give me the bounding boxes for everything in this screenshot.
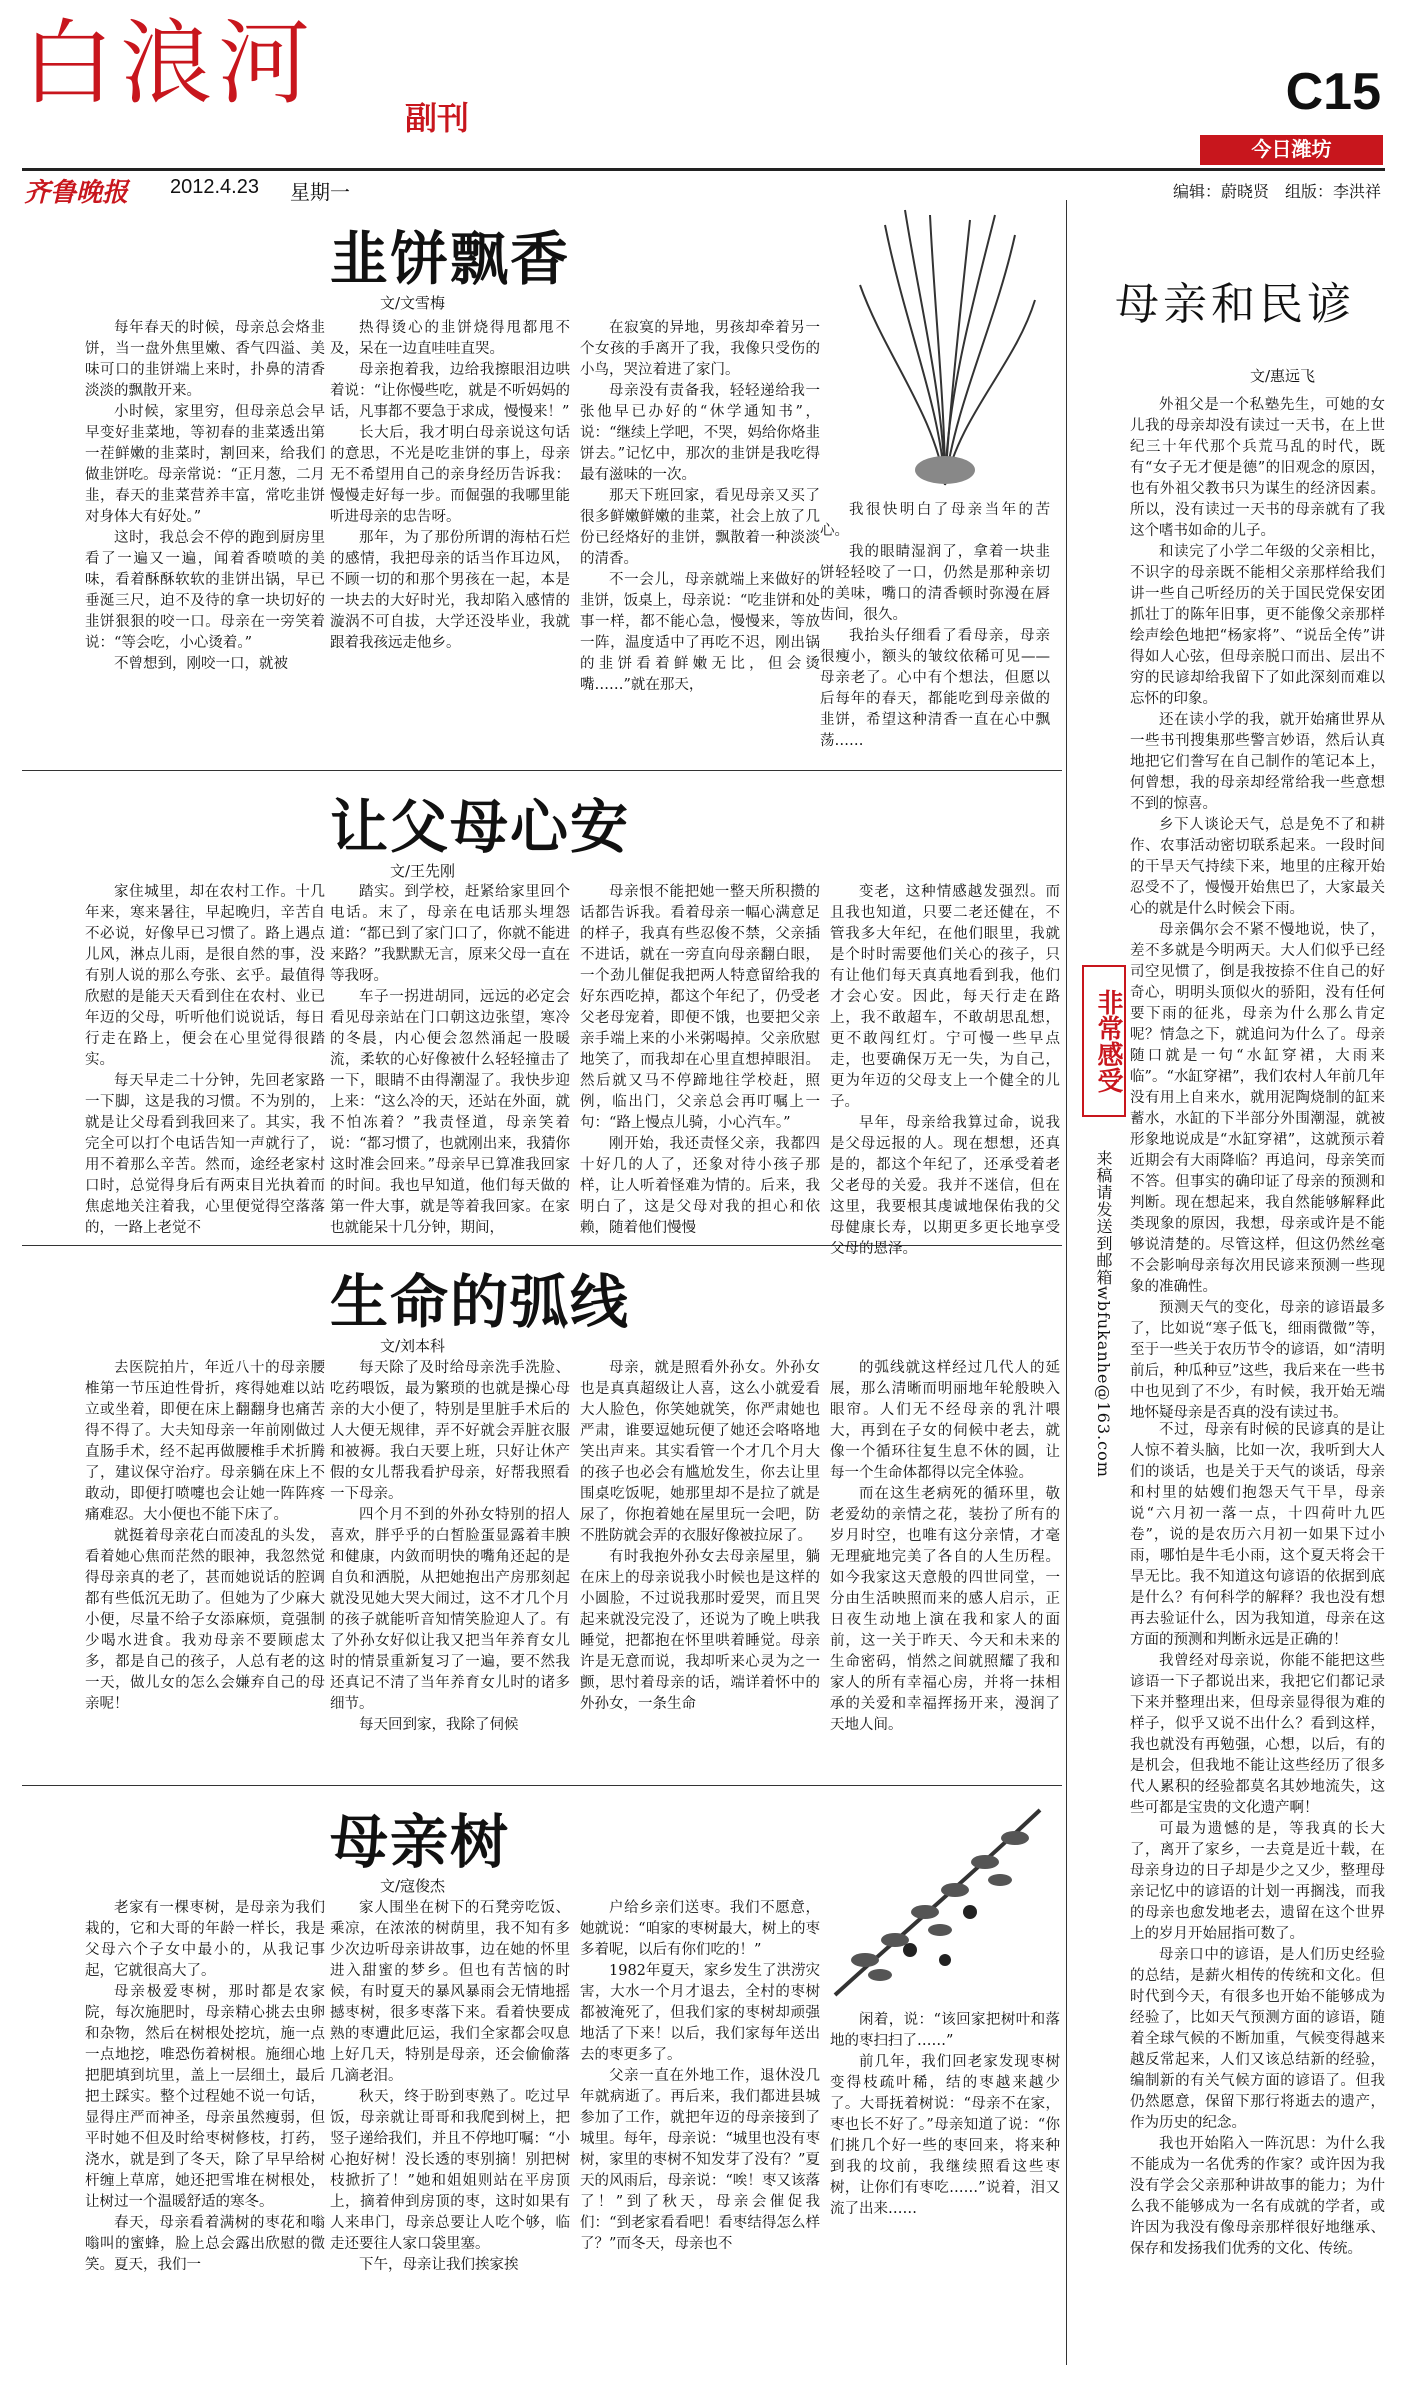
- article-paragraph: 有时我抱外孙女去母亲屋里，躺在床上的母亲说我小时候也是这样的小圆脸，不过说我那时爱哭，而且哭起来就没完没了，还说为了晚上哄我睡觉，把都抱在怀里哄着睡觉。母亲许是无意而说，我却听来心灵为之一颤，思忖着母亲的话，端详着怀中的外孙女，一条生命: [580, 1549, 820, 1712]
- article-paragraph: 那天下班回家，看见母亲又买了很多鲜嫩鲜嫩的韭菜，社会上放了几份已经烙好的韭饼，飘散着一种淡淡的清香。: [580, 488, 820, 567]
- article-paragraph: 我很快明白了母亲当年的苦心。: [820, 502, 1050, 539]
- article-column: [580, 1358, 820, 1778]
- article-paragraph: 春天，母亲看着满树的枣花和嗡嗡叫的蜜蜂，脸上总会露出欣慰的微笑。夏天，我们一: [85, 2215, 325, 2273]
- article-column: [85, 1898, 325, 2368]
- article-paragraph: 我抬头仔细看了看母亲，母亲很瘦小，额头的皱纹依稀可见——母亲老了。心中有个想法，但愿以后每年的春天，都能吃到母亲做的韭饼，希望这种清香一直在心中飘荡……: [820, 628, 1050, 749]
- article-paragraph: 闲着，说：“该回家把树叶和落地的枣扫扫了……”: [830, 2012, 1060, 2049]
- article-column: [830, 1358, 1060, 1778]
- article-paragraph: 不曾想到，刚咬一口，就被: [114, 656, 288, 672]
- article-paragraph: 车子一拐进胡同，远远的必定会看见母亲站在门口朝这边张望，寒冷的冬晨，内心便会忽然涌起一股暖流，柔软的心好像被什么轻轻撞击了一下，眼睛不由得潮湿了。我快步迎上来：“这么冷的天，还站在外面，就不怕冻着？”我责怪道，母亲笑着说：“都习惯了，也就刚出来，我猜你这时准会回来。”母亲早已算准我回家的时间。我也早知道，他们每天做的第一件大事，就是等着我回家。在家也就能呆十几分钟，期间，: [330, 989, 570, 1236]
- article-column: [330, 1898, 570, 2368]
- article-paragraph: 每天除了及时给母亲洗手洗脸、吃药喂饭，最为繁琐的也就是操心母亲的大小便了，特别是里脏手术后的人大便无规律，弄不好就会弄脏衣服和被褥。我白天要上班，只好让休产假的女儿帮我看护母亲，好帮我照看一下母亲。: [330, 1360, 570, 1502]
- article-paragraph: 每天回到家，我除了伺候: [359, 1717, 519, 1733]
- article-title: 让父母心安: [330, 793, 631, 861]
- article-paragraph: 那年，为了那份所谓的海枯石烂的感情，我把母亲的话当作耳边风，不顾一切的和那个男孩在一起，本是一块去的大好时光，我却陷入感情的漩涡不可自拔，大学还没毕业，我就跟着我孩远走他乡。: [330, 530, 570, 651]
- article-title: 母亲树: [330, 1808, 511, 1876]
- article-column: [85, 1358, 325, 1778]
- article-byline: 文/王先刚: [390, 862, 456, 880]
- paper-name: 齐鲁晚报: [24, 178, 129, 208]
- article-paragraph: 这时，我总会不停的跑到厨房里看了一遍又一遍，闻着香喷喷的美味，看着酥酥软软的韭饼出锅，早已垂涎三尺，迫不及待的拿一块切好的韭饼狠狠的咬一口。母亲在一旁笑着说：“等会吃，小心烫着。”: [85, 530, 325, 651]
- right-column-divider: [1066, 200, 1067, 2365]
- article-title: 生命的弧线: [330, 1268, 631, 1336]
- masthead-rule: [22, 168, 1385, 171]
- article-paragraph: 我曾经对母亲说，你能不能把这些谚语一下子都说出来，我把它们都记录下来并整理出来，但母亲显得很为难的样子，似乎又说不出什么？看到这样，我也就没有再勉强，心想，以后，有的是机会，但我地不能让这些经历了很多代人累积的经验都莫名其妙地流失，这些可都是宝贵的文化遗产啊！: [1130, 1653, 1385, 1816]
- article-paragraph: 户给乡亲们送枣。我们不愿意，她就说：“咱家的枣树最大，树上的枣多着呢，以后有你们吃的！”: [580, 1900, 820, 1958]
- masthead-subtitle: 副刊: [405, 99, 470, 137]
- article-paragraph: 的弧线就这样经过几代人的延展，那么清晰而明丽地年轮般映入眼帘。人们无不经母亲的乳汁喂大，再到在子女的伺候中老去，就像一个循环往复生息不休的圆，让每一个生命体都得以完全体验。: [830, 1360, 1060, 1481]
- article-paragraph: 下午，母亲让我们挨家挨: [359, 2257, 519, 2273]
- column-stamp: 非常感受: [1082, 965, 1126, 1117]
- masthead-title: 白浪河: [22, 10, 317, 117]
- article-paragraph: 还在读小学的我，就开始痛世界从一些书刊搜集那些警言妙语，然后认真地把它们誊写在自己制作的笔记本上，何曾想，我的母亲却经常给我一些意想不到的惊喜。: [1130, 712, 1385, 812]
- article-paragraph: 每天早走二十分钟，先回老家路一下脚，这是我的习惯。不为别的，就是让父母看到我回来了。其实，我完全可以打个电话告知一声就行了，用不着那么辛苦。然而，途经老家村口时，总觉得身后有两束目光执着而焦虑地关注着我，心里便觉得空落落的，一路上老觉不: [85, 1073, 325, 1236]
- article-paragraph: 去医院拍片，年近八十的母亲腰椎第一节压迫性骨折，疼得她难以站立或坐着，即便在床上翻翻身也痛苦得不得了。大夫知母亲一年前刚做过直肠手术，经不起再做腰椎手术折腾了，建议保守治疗。母亲躺在床上不敢动，即便打喷嚏也会让她一阵阵疼痛难忍。大小便也不能下床了。: [85, 1360, 325, 1523]
- article-paragraph: 早年，母亲给我算过命，说我是父母远报的人。现在想想，还真是的，都这个年纪了，还承受着老父老母的关爱。我并不迷信，但在这里，我要根其虔诚地保佑我的父母健康长寿，以期更多更长地享受父母的恩泽。: [830, 1115, 1060, 1257]
- article-byline: 文/文雪梅: [380, 294, 446, 312]
- submission-email-note: 来稿请发送到邮箱wbfukanhe@163.com: [1094, 1150, 1113, 1478]
- article-paragraph: 踏实。到学校，赶紧给家里回个电话。末了，母亲在电话那头埋怨道：“都已到了家门口了，你就不能进来路？”我默默无言，原来父母一直在等我呀。: [330, 884, 570, 984]
- article-paragraph: 家人围坐在树下的石凳旁吃饭、乘凉，在浓浓的树荫里，我不知有多少次边听母亲讲故事，边在她的怀里进入甜蜜的梦乡。但也有苦恼的时候，有时夏天的暴风暴雨会无情地摇撼枣树，很多枣落下来。看着快要成熟的枣遭此厄运，我们全家都会叹息上好几天，特别是母亲，还会偷偷落几滴老泪。: [330, 1900, 570, 2084]
- article-column: [580, 1898, 820, 2368]
- article-byline: 文/刘本科: [380, 1337, 446, 1355]
- article-column: [330, 1358, 570, 1778]
- section-divider: [22, 1785, 1062, 1786]
- article-paragraph: 母亲偶尔会不紧不慢地说，快了，差不多就是今明两天。大人们似乎已经司空见惯了，倒是我按捺不住自己的好奇心，明明头顶似火的骄阳，没有任何要下雨的征兆，母亲为什么那么肯定呢？情急之下，就追问为什么了。母亲随口就是一句“水缸穿裙，大雨来临”。“水缸穿裙”，我们农村人年前几年没有用上自来水，就用泥陶烧制的缸来蓄水，水缸的下半部分外围潮湿，就被形象地说成是“水缸穿裙”，这就预示着近期会有大雨降临？再追问，母亲笑而不答。但事实的确印证了母亲的预测和判断。现在想起来，我自然能够解释此类现象的原因，我想，母亲或许是不能够说清楚的。尽管这样，但这仍然丝毫不会影响母亲每次用民谚来预测一些现象的准确性。: [1130, 922, 1385, 1295]
- article-paragraph: 母亲，就是照看外孙女。外孙女也是真真超级让人喜，这么小就爱看大人脸色，你笑她就笑，你严肃她也严肃，谁要逗她玩便了她还会咯咯地笑出声来。其实看管一个才几个月大的孩子也必会有尴尬发生，你去让里围桌吃饭呢，她那里却不是拉了就是尿了，你抱着她在屋里玩一会吧，防不胜防就会弄的衣服好像被拉尿了。: [580, 1360, 820, 1544]
- article-paragraph: 长大后，我才明白母亲说这句话的意思，不光是吃韭饼的事上，母亲无不希望用自己的亲身经历告诉我：慢慢走好每一步。而倔强的我哪里能听进母亲的忠告呀。: [330, 425, 570, 525]
- article-column: [580, 318, 820, 763]
- article-column: [85, 882, 325, 1237]
- article-paragraph: 而在这生老病死的循环里，敬老爱幼的亲情之花，装扮了所有的岁月时空，也唯有这分亲情，才毫无理疵地完美了各自的人生历程。如今我家这天意般的四世同堂，一分由生活映照而来的感人启示，正日夜生动地上演在我和家人的面前，这一关于昨天、今天和未来的生命密码，悄然之间就照耀了我和家人的所有幸福心房，并将一抹相承的关爱和幸福挥扬开来，漫润了天地人间。: [830, 1486, 1060, 1733]
- article-paragraph: 父亲一直在外地工作，退休没几年就病逝了。再后来，我们都进县城参加了工作，就把年迈的母亲接到了城里。每年，母亲说：“城里也没有枣树，家里的枣树不知发芽了没有？”夏天的风雨后，母亲说：“唉！枣又该落了！”到了秋天，母亲会催促我们：“到老家看看吧！看枣结得怎么样了？”而冬天，母亲也不: [580, 2068, 820, 2252]
- side-article-title: 母亲和民谚: [1115, 279, 1355, 330]
- article-paragraph: 母亲恨不能把她一整天所积攒的话都告诉我。看着母亲一幅心满意足的样子，我真有些忍俊不禁，父亲插不进话，就在一旁直向母亲翻白眼，一个劲儿催促我把两人特意留给我的好东西吃掉，都这个年纪了，仍受老父老母宠着，即便不饿，也要把父亲亲手端上来的小米粥喝掉。父亲欣慰地笑了，而我却在心里直想掉眼泪。然后就又马不停蹄地往学校赶，照例，临出门，父亲总会再叮嘱上一句：“路上慢点儿骑，小心汽车。”: [580, 884, 820, 1131]
- article-paragraph: 刚开始，我还责怪父亲，我都四十好几的人了，还象对待小孩子那样，让人听着怪难为情的。后来，我明白了，这是父母对我的担心和依赖，随着他们慢慢: [580, 1136, 820, 1236]
- article-paragraph: 乡下人谈论天气，总是免不了和耕作、农事活动密切联系起来。一段时间的干旱天气持续下来，地里的庄稼开始忍受不了，慢慢开始焦巴了，大家最关心的就是什么时候会下雨。: [1130, 817, 1385, 917]
- article-paragraph: 和读完了小学二年级的父亲相比，不识字的母亲既不能相父亲那样给我们讲一些自己听经历的关于国民党保安团抓壮丁的陈年旧事，更不能像父亲那样绘声绘色地把“杨家将”、“说岳全传”讲得如人心弦，但母亲脱口而出、层出不穷的民谚却给我留下了如此深刻而难以忘怀的印象。: [1130, 544, 1385, 707]
- article-paragraph: 秋天，终于盼到枣熟了。吃过早饭，母亲就让哥哥和我爬到树上，把竖子递给我们，并且不停地叮嘱：“小心抱好树！没长透的枣别摘！别把树枝掀折了！”她和姐姐则站在平房顶上，摘着伸到房顶的枣，这时如果有人来串门，母亲总要让人吃个够，临走还要往人家口袋里塞。: [330, 2089, 570, 2252]
- article-paragraph: 预测天气的变化，母亲的谚语最多了，比如说“寒子低飞，细雨微微”等，至于一些关于农历节令的谚语，如“清明前后，种瓜种豆”这些，我后来在一些书中也见到了不少，有时候，我开始无端地怀疑母亲是否真的没有读过书。: [1130, 1300, 1385, 1421]
- article-paragraph: 每年春天的时候，母亲总会烙韭饼，当一盘外焦里嫩、香气四溢、美味可口的韭饼端上来时，扑鼻的清香淡淡的飘散开来。: [85, 320, 325, 399]
- issue-date: 2012.4.23: [170, 176, 259, 198]
- article-paragraph: 小时候，家里穷，但母亲总会早早变好韭菜地，等初春的韭菜透出第一茬鲜嫩的韭菜时，割回来，给我们做韭饼吃。母亲常说：“正月葱，二月韭，春天的韭菜营养丰富，常吃韭饼对身体大有好处。”: [85, 404, 325, 525]
- article-column: [830, 882, 1060, 1257]
- article-paragraph: 我也开始陷入一阵沉思：为什么我不能成为一名优秀的作家？或许因为我没有学会父亲那种讲故事的能力；为什么我不能够成为一名有成就的学者，或许因为我没有像母亲那样很好地继承、保存和发扬我们优秀的文化、传统。: [1130, 2136, 1385, 2257]
- article-column: [580, 882, 820, 1237]
- section-divider: [22, 770, 1062, 771]
- article-paragraph: 母亲口中的谚语，是人们历史经验的总结，是薪火相传的传统和文化。但时代到今天，有很多也开始不能够成为经验了，比如天气预测方面的谚语，随着全球气候的不断加重，气候变得越来越反常起来，人们又该总结新的经验，编制新的有关气候方面的谚语了。但我仍然愿意，保留下那行将逝去的遗产，作为历史的纪念。: [1130, 1947, 1385, 2131]
- article-column: [330, 882, 570, 1237]
- jujube-branch-illustration: [825, 1800, 1050, 2005]
- article-paragraph: 母亲极爱枣树，那时都是农家院，每次施肥时，母亲精心挑去虫卵和杂物，然后在树根处挖坑，施一点一点地挖，唯恐伤着树根。施细心地把肥填到坑里，盖上一层细土，最后把土踩实。整个过程她不说一句话，显得庄严而神圣，母亲虽然瘦弱，但平时她不但及时给枣树修枝，打药，浇水，就是到了冬天，除了早早给树杆缠上草席，她还把雪堆在树根处，让树过一个温暖舒适的寒冬。: [85, 1984, 325, 2210]
- article-paragraph: 外祖父是一个私塾先生，可她的女儿我的母亲却没有读过一天书，在上世纪三十年代那个兵荒马乱的时代，既有“女子无才便是德”的旧观念的原因，也有外祖父教书只为谋生的经济因素。所以，没有读过一天书的母亲就有了我这个嗜书如命的儿子。: [1130, 397, 1385, 539]
- article-column: [1130, 395, 1385, 1421]
- article-paragraph: 在寂寞的异地，男孩却牵着另一个女孩的手离开了我，我像只受伤的小鸟，哭泣着进了家门。: [580, 320, 820, 378]
- article-paragraph: 老家有一棵枣树，是母亲为我们栽的，它和大哥的年龄一样长，我是父母六个子女中最小的，从我记事起，它就很高大了。: [85, 1900, 325, 1979]
- chive-illustration: [845, 205, 1045, 495]
- side-article-byline: 文/惠远飞: [1250, 367, 1316, 385]
- article-paragraph: 不过，母亲有时候的民谚真的是让人惊不着头脑，比如一次，我听到大人们的谈话，也是关于天气的谈话，母亲和村里的姑嫂们抱怨天气干旱，母亲说“六月初一落一点，十四荷叶九匹卷”，说的是农历六月初一如果下过小雨，哪怕是牛毛小雨，这个夏天将会干旱无比。我不知道这句谚语的依据到底是什么？有何科学的解释？我也没有想再去验证什么，因为我知道，母亲在这方面的预测和判断永远是正确的！: [1130, 1422, 1385, 1648]
- article-column: [820, 500, 1050, 765]
- article-column: [1130, 1420, 1385, 2370]
- issue-weekday: 星期一: [290, 182, 350, 204]
- article-paragraph: 我的眼睛湿润了，拿着一块韭饼轻轻咬了一口，仍然是那种亲切的美味，嘴口的清香顿时弥漫在唇齿间，很久。: [820, 544, 1050, 623]
- article-paragraph: 不一会儿，母亲就端上来做好的韭饼，饭桌上，母亲说：“吃韭饼和处事一样，都不能心急，慢慢来，等放一阵，温度适中了再吃不迟，刚出锅的韭饼看着鲜嫩无比，但会烫嘴……”就在那天，: [580, 572, 820, 693]
- article-column: [830, 2010, 1060, 2370]
- article-paragraph: 热得烫心的韭饼烧得甩都甩不及，呆在一边直哇哇直哭。: [330, 320, 570, 357]
- article-paragraph: 就挺着母亲花白而凌乱的头发，看着她心焦而茫然的眼神，我忽然觉得母亲真的老了，甚而她说话的腔调都有些低沉无助了。但她为了少麻大小便，尽量不给子女添麻烦，竟强制少喝水进食。我劝母亲不要顾虑太多，都是自己的孩子，人总有老的这一天，做儿女的怎么会嫌弃自己的母亲呢！: [85, 1528, 325, 1712]
- article-paragraph: 家住城里，却在农村工作。十几年来，寒来暑往，早起晚归，辛苦自不必说，好像早已习惯了。路上遇点儿风，淋点儿雨，是很自然的事，没有别人说的那么夸张、玄乎。最值得欣慰的是能天天看到住在农村、业已年迈的父母，听听他们说说话，每日行走在路上，便会在心里觉得很踏实。: [85, 884, 325, 1068]
- section-label: 今日潍坊: [1200, 135, 1383, 165]
- article-paragraph: 1982年夏天，家乡发生了洪涝灾害，大水一个月才退去，全村的枣树都被淹死了，但我们家的枣树却顽强地活了下来！以后，我们家每年送出去的枣更多了。: [580, 1963, 820, 2063]
- article-paragraph: 可最为遗憾的是，等我真的长大了，离开了家乡，一去竟是近十载，在母亲身边的日子却是少之又少，整理母亲记忆中的谚语的计划一再搁浅，而我的母亲也愈发地老去，遗留在这个世界上的岁月开始屈指可数了。: [1130, 1821, 1385, 1942]
- article-column: [330, 318, 570, 763]
- article-paragraph: 母亲没有责备我，轻轻递给我一张他早已办好的“休学通知书”，说：“继续上学吧，不哭，妈给你烙韭饼去。”记忆中，那次的韭饼是我吃得最有滋味的一次。: [580, 383, 820, 483]
- article-column: [85, 318, 325, 763]
- article-byline: 文/寇俊杰: [380, 1877, 446, 1895]
- article-title: 韭饼飘香: [330, 225, 571, 293]
- article-paragraph: 变老，这种情感越发强烈。而且我也知道，只要二老还健在，不管我多大年纪，在他们眼里，我就是个时时需要他们关心的孩子，只有让他们每天真真地看到我，他们才会心安。因此，每天行走在路上，我不敢超车，不敢胡思乱想，更不敢闯红灯。宁可慢一些早点走，也要确保万无一失，为自己，更为年迈的父母支上一个健全的儿子。: [830, 884, 1060, 1110]
- page-number: C15: [1285, 63, 1381, 121]
- article-paragraph: 前几年，我们回老家发现枣树变得枝疏叶稀，结的枣越来越少了。大哥抚着树说：“母亲不在家，枣也长不好了。”母亲知道了说：“你们挑几个好一些的枣回来，将来种到我的坟前，我继续照看这些枣树，让你们有枣吃……”说着，泪又流了出来……: [830, 2054, 1060, 2217]
- article-paragraph: 四个月不到的外孙女特别的招人喜欢，胖乎乎的白皙脸蛋显露着丰腴和健康，内敛而明快的嘴角还起的是自负和洒脱，从把她抱出产房那刻起就没见她大哭大闹过，这不才几个月的孩子就能听音知情笑脸迎人了。有了外孙女好似让我又把当年养育女儿时的情景重新复习了一遍，要不然我还真记不清了当年养育女儿时的诸多细节。: [330, 1507, 570, 1712]
- article-paragraph: 母亲抱着我，边给我擦眼泪边哄着说：“让你慢些吃，就是不听妈妈的话，凡事都不要急于求成，慢慢来！”: [330, 362, 570, 420]
- editor-credit: 编辑：蔚晓贤 组版：李洪祥: [1172, 184, 1381, 201]
